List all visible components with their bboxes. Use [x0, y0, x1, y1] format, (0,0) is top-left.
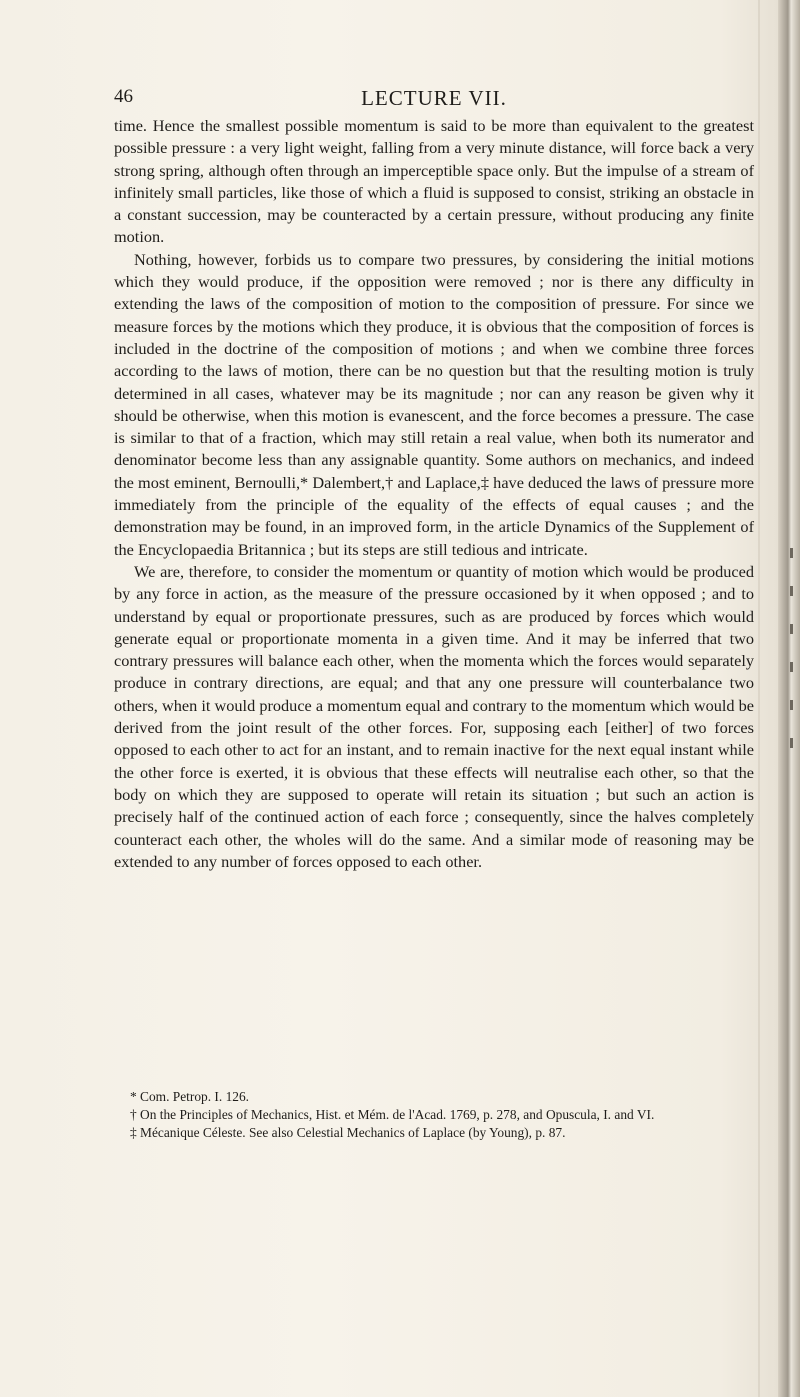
- footnote: ‡ Mécanique Céleste. See also Celestial Mechanics of Laplace (by Young), p. 87.: [130, 1124, 566, 1140]
- paragraph: time. Hence the smallest possible momentum is said to be more than equivalent to the greatest possible pressure : a very light weight, falling from a very minute distance, will force back a very strong spring, although often through an imperceptible space only. But the impulse of a stream of infinitely small particles, like those of which a fluid is supposed to consist, striking an obstacle in a constant succession, may be counteracted by a certain pressure, without producing any finite motion.: [114, 116, 754, 247]
- footnote: * Com. Petrop. I. 126.: [130, 1089, 250, 1104]
- page-edge-marks: [784, 520, 798, 820]
- paragraph: We are, therefore, to consider the momentum or quantity of motion which would be produced by any force in action, as the measure of the pressure occasioned by it when opposed ; and to understand by equal or proportionate pressures, such as are produced by forces which would generate equal or proportionate momenta in a given time. And it may be inferred that two contrary pressures will balance each other, when the momenta which the forces would separately produce in contrary directions, are equal; and that any one pressure will counterbalance two others, when it would produce a momentum equal and contrary to the momentum which would be derived from the joint result of the other forces. For, supposing each [either] of two forces opposed to each other to act for an instant, and to remain inactive for the next equal instant while the other force is exerted, it is obvious that these effects will neutralise each other, so that the body on which they are supposed to operate will retain its situation ; but such an action is precisely half of the continued action of each force ; consequently, since the halves completely counteract each other, the wholes will do the same. And a similar mode of reasoning may be extended to any number of forces opposed to each other.: [114, 561, 754, 871]
- footnotes: [114, 1088, 754, 1141]
- page-header: [114, 86, 754, 110]
- paragraph: Nothing, however, forbids us to compare two pressures, by considering the initial motions which they would produce, if the opposition were removed ; nor is there any difficulty in extending the laws of the composition of motion to the composition of pressure. For since we measure forces by the motions which they produce, it is obvious that the composition of forces is included in the doctrine of the composition of motions ; and when we combine three forces according to the laws of motion, there can be no question but that the resulting motion is truly determined in all cases, whatever may be its magnitude ; nor can any reason be given why it should be otherwise, when this motion is evanescent, and the force becomes a pressure. The case is similar to that of a fraction, which may still retain a real value, when both its numerator and denominator become less than any assignable quantity. Some authors on mechanics, and indeed the most eminent, Bernoulli,* Dalembert,† and Laplace,‡ have deduced the laws of pressure more immediately from the principle of the equality of the effects of equal causes ; and the demonstration may be found, in an improved form, in the article Dynamics of the Supplement of the Encyclopaedia Britannica ; but its steps are still tedious and intricate.: [114, 249, 754, 559]
- binding-shadow: [758, 0, 760, 1397]
- page-number: 46: [114, 86, 133, 107]
- running-head: LECTURE VII.: [361, 86, 507, 110]
- footnote: † On the Principles of Mechanics, Hist. et Mém. de l'Acad. 1769, p. 278, and Opuscula, I. and VI.: [130, 1106, 655, 1122]
- body-text: [114, 115, 754, 873]
